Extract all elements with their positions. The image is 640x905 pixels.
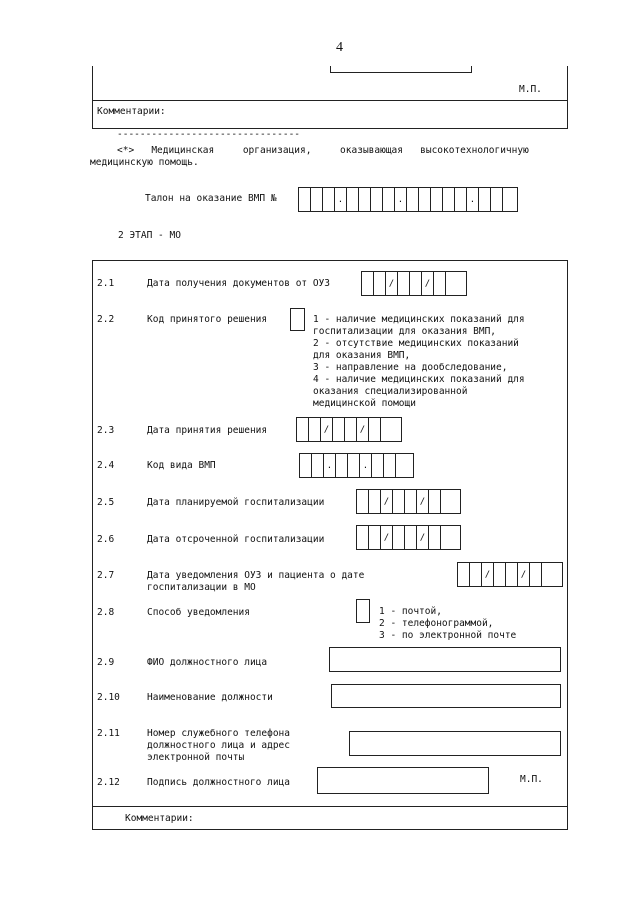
row-label: Код вида ВМП [147,460,216,471]
date-sep: / [482,563,494,586]
main-frame-bottom [92,829,568,830]
top-divider [92,100,568,101]
row-number: 2.11 [97,728,120,739]
page-number: 4 [336,40,343,55]
row-number: 2.1 [97,278,115,289]
code-sep: . [360,454,372,477]
top-frame-right [567,66,568,129]
footnote-dashes: -------------------------------- [117,129,301,140]
decision-option: для оказания ВМП, [313,350,411,361]
date-sep: / [417,526,429,549]
position-field[interactable] [331,684,561,708]
footnote-line2: медицинскую помощь. [90,157,199,168]
talon-label: Талон на оказание ВМП № [145,193,277,204]
decision-option: 1 - наличие медицинских показаний для [313,314,525,325]
row-number: 2.8 [97,607,115,618]
date-received-cells[interactable] [361,271,467,296]
row-number: 2.2 [97,314,115,325]
notification-date-cells[interactable] [457,562,563,587]
row-label: Номер служебного телефона [147,728,290,739]
date-sep: / [518,563,530,586]
row-number: 2.5 [97,497,115,508]
row-label: Подпись должностного лица [147,777,290,788]
vmp-code-cells[interactable] [299,453,414,478]
date-sep: / [422,272,434,295]
talon-sep: . [395,188,407,211]
row-label-cont: должностного лица и адрес [147,740,290,751]
row-label: ФИО должностного лица [147,657,268,668]
row-label: Дата планируемой госпитализации [147,497,325,508]
date-sep: / [381,526,393,549]
notification-method-cell[interactable] [356,599,370,623]
top-comments-label: Комментарии: [97,106,166,117]
main-frame-top [92,260,568,261]
row-label: Дата получения документов от ОУЗ [147,278,331,289]
method-option: 2 - телефонограммой, [379,618,494,629]
code-sep: . [324,454,336,477]
row-number: 2.4 [97,460,115,471]
date-sep: / [357,418,369,441]
signature-box-bottom [330,72,472,73]
main-frame-divider [92,806,568,807]
row-label: Наименование должности [147,692,273,703]
talon-sep: . [467,188,479,211]
postponed-date-cells[interactable] [356,525,461,550]
decision-option: госпитализации для оказания ВМП, [313,326,497,337]
top-frame-left [92,66,93,129]
decision-option: 3 - направление на дообследование, [313,362,508,373]
signature-box-left [330,66,331,73]
row-number: 2.10 [97,692,120,703]
row-label-cont: электронной почты [147,752,245,763]
row-label: Дата принятия решения [147,425,268,436]
top-stamp: М.П. [519,84,542,95]
row-label-cont: госпитализации в МО [147,582,256,593]
official-name-field[interactable] [329,647,561,672]
stage-title: 2 ЭТАП - МО [118,230,181,241]
main-frame-right [567,260,568,830]
bottom-comments-label: Комментарии: [125,813,194,824]
decision-code-cell[interactable] [290,308,305,331]
row-number: 2.3 [97,425,115,436]
decision-option: оказания специализированной [313,386,468,397]
main-frame-left [92,260,93,830]
talon-number-cells[interactable] [298,187,518,212]
row-number: 2.7 [97,570,115,581]
row-number: 2.12 [97,777,120,788]
decision-option: медицинской помощи [313,398,416,409]
talon-sep: . [335,188,347,211]
method-option: 3 - по электронной почте [379,630,517,641]
row-number: 2.9 [97,657,115,668]
row-label: Дата отсроченной госпитализации [147,534,325,545]
row-label: Способ уведомления [147,607,250,618]
phone-email-field[interactable] [349,731,561,756]
row-number: 2.6 [97,534,115,545]
decision-option: 2 - отсутствие медицинских показаний [313,338,519,349]
row-label: Дата уведомления ОУЗ и пациента о дате [147,570,365,581]
date-sep: / [417,490,429,513]
date-sep: / [386,272,398,295]
date-sep: / [321,418,333,441]
footnote-line1: <*> Медицинская организация, оказывающая высокотехнологичную [117,145,529,156]
signature-box-right [471,66,472,73]
decision-date-cells[interactable] [296,417,402,442]
planned-date-cells[interactable] [356,489,461,514]
decision-option: 4 - наличие медицинских показаний для [313,374,525,385]
stamp-label: М.П. [520,774,543,785]
signature-field[interactable] [317,767,489,794]
row-label: Код принятого решения [147,314,268,325]
method-option: 1 - почтой, [379,606,442,617]
date-sep: / [381,490,393,513]
